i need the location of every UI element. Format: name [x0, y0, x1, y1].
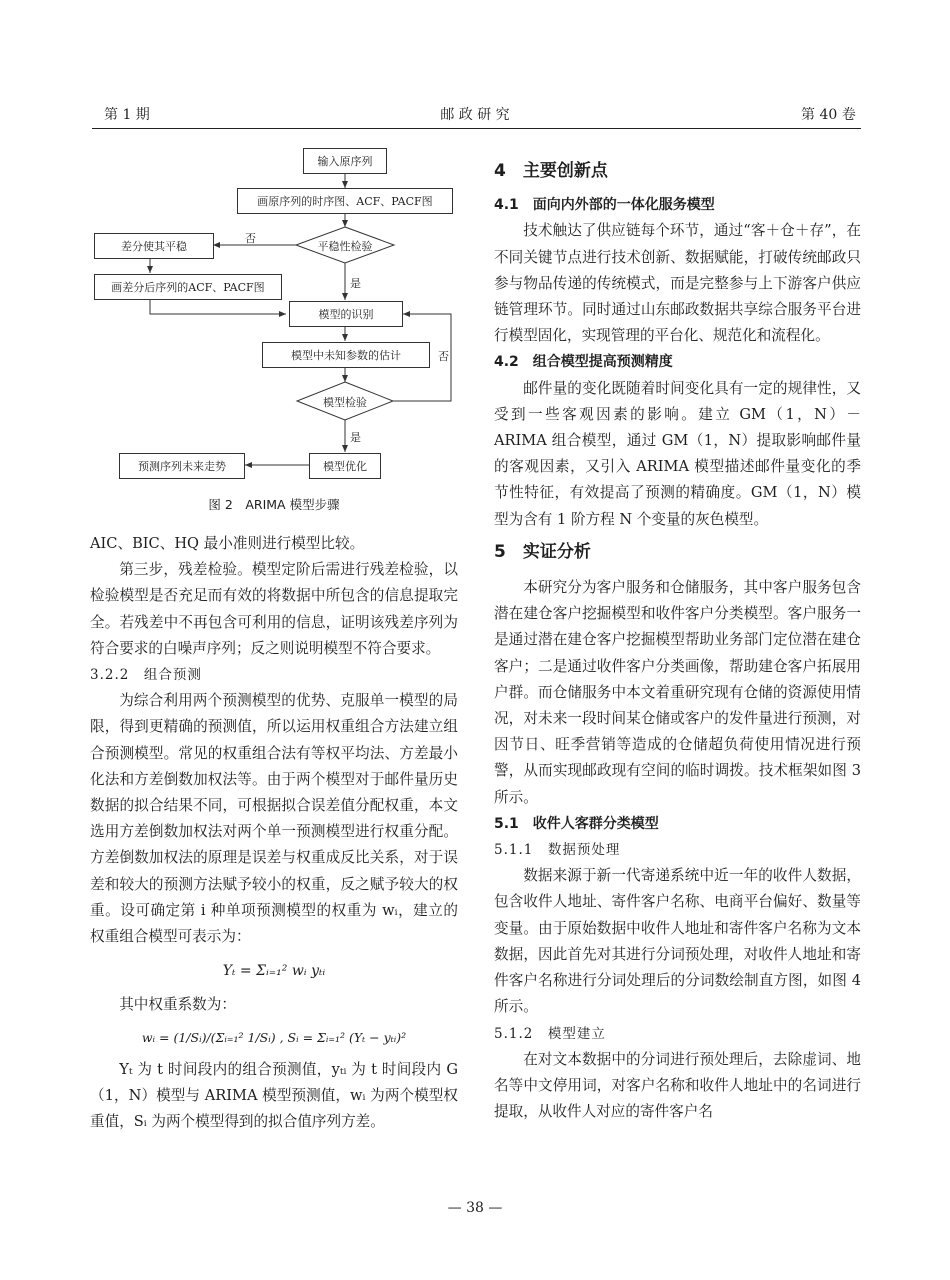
label-yes-check: 是	[350, 431, 361, 444]
paragraph-combined-forecast: 为综合利用两个预测模型的优势、克服单一模型的局限，得到更精确的预测值，所以运用权重组合方法建立组合预测模型。常见的权重组合法有等权平均法、方差最小化法和方差倒数加权法等。由于两个模型对于邮件量历史数据的拟合结果不同，可根据拟合误差值分配权重，本文选用方差倒数加权法对两个单一预测模型进行权重分配。方差倒数加权法的原理是误差与权重成反比关系，对于误差和较大的预测方法赋予较小的权重，反之赋予较大的权重。设可确定第 i 种单项预测模型的权重为 wᵢ，建立的权重组合模型可表示为：	[90, 692, 458, 946]
left-column	[90, 531, 458, 1135]
step-forecast: 预测序列未来走势	[119, 453, 245, 479]
paragraph-4-1: 技术触达了供应链每个环节，通过“客＋仓＋存”，在不同关键节点进行技术创新、数据赋能，打破传统邮政只参与物品传递的传统模式，而是完整参与上下游客户供应链管理环节。同时通过山东邮政数据共享综合服务平台进行模型固化，实现管理的平台化、规范化和流程化。	[494, 222, 861, 345]
header-issue: 第 1 期	[104, 107, 150, 123]
equation-weights: wᵢ = (1/Sᵢ)/(Σᵢ₌₁² 1/Sᵢ) , Sᵢ = Σᵢ₌₁² (Yₜ − yₜᵢ)²	[141, 1029, 407, 1045]
step-input-series: 输入原序列	[303, 148, 387, 174]
paragraph-variable-definitions: Yₜ 为 t 时间段内的组合预测值，yₜᵢ 为 t 时间段内 G（1，N）模型与 ARIMA 模型预测值，wᵢ 为两个模型权重值，Sᵢ 为两个模型得到的拟合值序列方差。	[90, 1060, 458, 1131]
step-model-identification: 模型的识别	[289, 301, 403, 327]
paragraph-5-1-1: 数据来源于新一代寄递系统中近一年的收件人数据，包含收件人地址、寄件客户名称、电商平台偏好、数量等变量。由于原始数据中收件人地址和寄件客户名称为文本数据，因此首先对其进行分词预处理，对收件人地址和寄件客户名称进行分词处理后的分词数绘制直方图，如图 4 所示。	[494, 867, 861, 1016]
heading-4-1: 4.1 面向内外部的一体化服务模型	[494, 197, 715, 214]
heading-5-1-2: 5.1.2 模型建立	[494, 1025, 606, 1042]
label-yes-stationarity: 是	[350, 277, 361, 290]
figure-caption: 图 2 ARIMA 模型步骤	[208, 497, 340, 512]
decision-model-check: 模型检验	[323, 396, 367, 409]
paragraph-4-2: 邮件量的变化既随着时间变化具有一定的规律性，又受到一些客观因素的影响。建立 GM（1，N）－ ARIMA 组合模型，通过 GM（1，N）提取影响邮件量的客观因素，又引入 ARIMA 模型描述邮件量变化的季节性特征，有效提高了预测的精确度。GM（1，N）模型为含有 1 阶方程 N 个变量的灰色模型。	[494, 379, 861, 528]
step-differencing: 差分使其平稳	[94, 233, 214, 259]
step-model-optimization: 模型优化	[309, 453, 381, 479]
equation-combined-model: Yₜ = Σᵢ₌₁² wᵢ yₜᵢ	[222, 963, 326, 980]
header-journal: 邮 政 研 究	[440, 107, 510, 123]
heading-5: 5 实证分析	[494, 541, 591, 562]
right-column	[494, 158, 861, 1125]
step-plot-original: 画原序列的时序图、ACF、PACF图	[237, 188, 453, 214]
label-no-stationarity: 否	[245, 232, 256, 245]
page-number: — 38 —	[447, 1200, 503, 1216]
heading-5-1: 5.1 收件人客群分类模型	[494, 815, 659, 832]
heading-4: 4 主要创新点	[494, 161, 608, 181]
decision-stationarity: 平稳性检验	[317, 240, 373, 253]
heading-5-1-1: 5.1.1 数据预处理	[494, 842, 621, 859]
heading-3-2-2: 3.2.2 组合预测	[90, 667, 202, 684]
paragraph-residual-test: 第三步，残差检验。模型定阶后需进行残差检验，以检验模型是否充足而有效的将数据中所包含的信息提取完全。若残差中不再包含可利用的信息，证明该残差序列为符合要求的白噪声序列；反之则说明模型不符合要求。	[90, 561, 458, 657]
paragraph-5-1-2: 在对文本数据中的分词进行预处理后，去除虚词、地名等中文停用词，对客户名称和收件人地址中的名词进行提取，从收件人对应的寄件客户名	[494, 1050, 861, 1121]
step-parameter-estimation: 模型中未知参数的估计	[262, 342, 430, 368]
paragraph-weight-intro: 其中权重系数为：	[119, 996, 236, 1014]
header-volume: 第 40 卷	[801, 107, 856, 123]
label-no-check: 否	[438, 350, 449, 363]
heading-4-2: 4.2 组合模型提高预测精度	[494, 354, 673, 371]
paragraph-5: 本研究分为客户服务和仓储服务，其中客户服务包含潜在建仓客户挖掘模型和收件客户分类模型。客户服务一是通过潜在建仓客户挖掘模型帮助业务部门定位潜在建仓客户；二是通过收件客户分类画像，帮助建仓客户拓展用户群。而仓储服务中本文着重研究现有仓储的资源使用情况，对未来一段时间某仓储或客户的发件量进行预测，对因节日、旺季营销等造成的仓储超负荷使用情况进行预警，从而实现邮政现有空间的临时调拨。技术框架如图 3 所示。	[494, 579, 861, 806]
paragraph-aic: AIC、BIC、HQ 最小准则进行模型比较。	[90, 535, 365, 552]
step-plot-differenced: 画差分后序列的ACF、PACF图	[94, 274, 282, 300]
